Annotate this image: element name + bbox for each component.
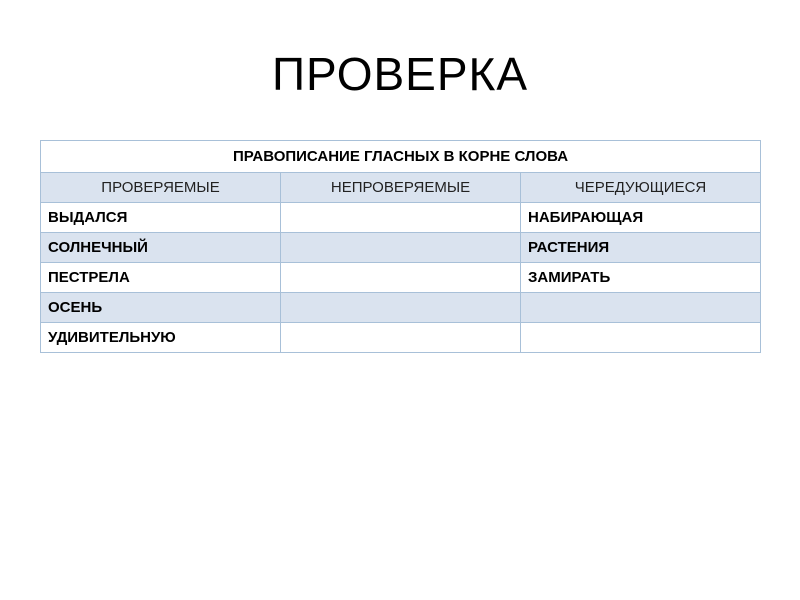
column-header-checked: ПРОВЕРЯЕМЫЕ (41, 173, 281, 203)
spelling-table (40, 140, 761, 353)
table-cell (281, 203, 521, 233)
table-row (41, 203, 761, 233)
table-row (41, 263, 761, 293)
table-cell: НАБИРАЮЩАЯ (521, 203, 761, 233)
table-cell (281, 233, 521, 263)
table-cell: ОСЕНЬ (41, 293, 281, 323)
table-cell (281, 323, 521, 353)
table-caption: ПРАВОПИСАНИЕ ГЛАСНЫХ В КОРНЕ СЛОВА (41, 141, 761, 173)
table-cell: ПЕСТРЕЛА (41, 263, 281, 293)
table-cell: УДИВИТЕЛЬНУЮ (41, 323, 281, 353)
column-header-unchecked: НЕПРОВЕРЯЕМЫЕ (281, 173, 521, 203)
table-cell: ВЫДАЛСЯ (41, 203, 281, 233)
table-cell (281, 263, 521, 293)
table-row (41, 233, 761, 263)
table-header-row (41, 173, 761, 203)
table-row (41, 323, 761, 353)
table-row (41, 293, 761, 323)
table-cell: ЗАМИРАТЬ (521, 263, 761, 293)
table-cell (281, 293, 521, 323)
table-cell (521, 323, 761, 353)
table-cell: СОЛНЕЧНЫЙ (41, 233, 281, 263)
table-caption-row (41, 141, 761, 173)
column-header-alternating: ЧЕРЕДУЮЩИЕСЯ (521, 173, 761, 203)
slide-title: ПРОВЕРКА (271, 48, 529, 100)
table-cell: РАСТЕНИЯ (521, 233, 761, 263)
table-cell (521, 293, 761, 323)
